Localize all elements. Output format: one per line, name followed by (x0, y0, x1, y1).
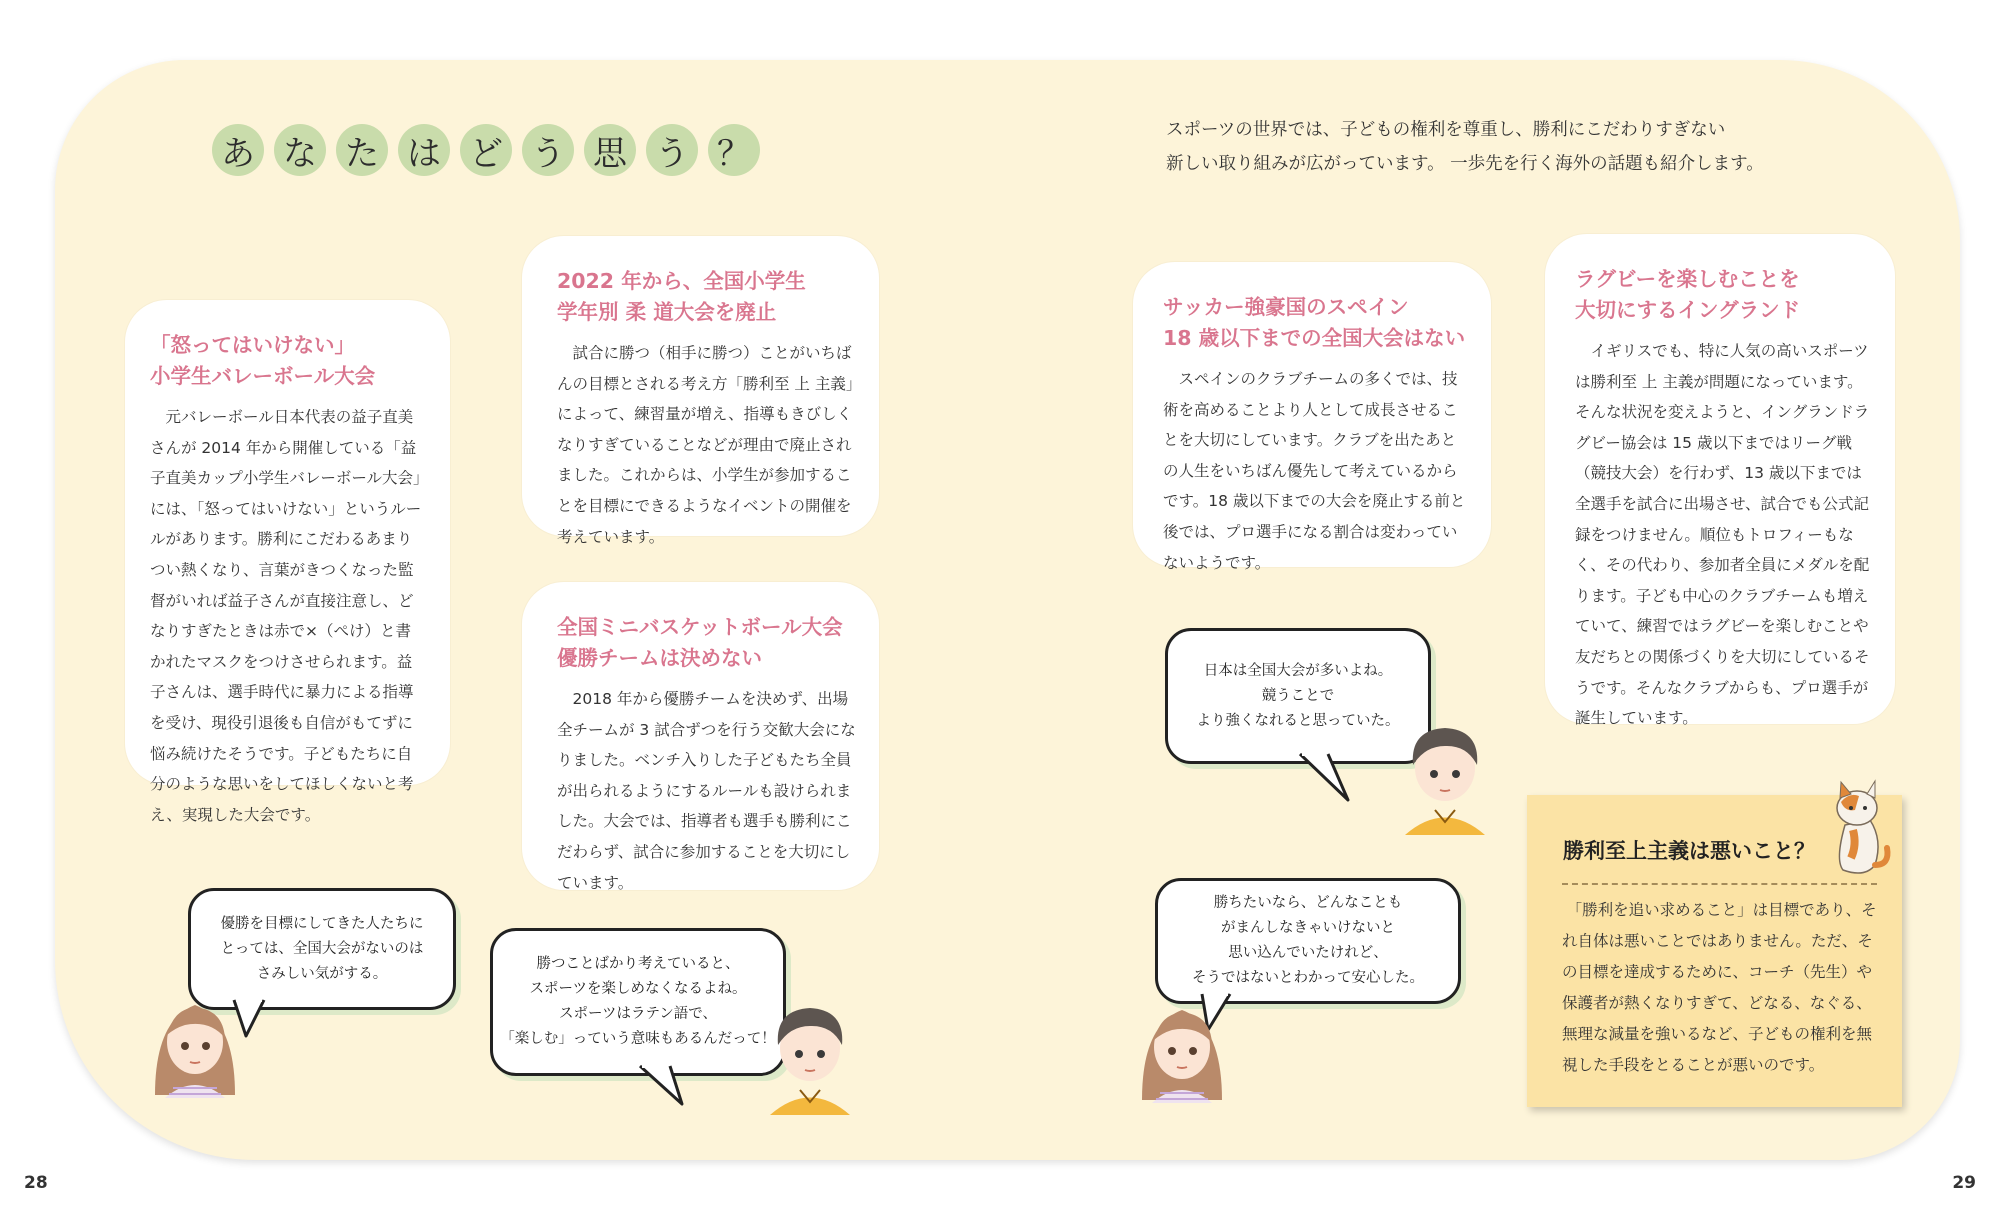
card-body: イギリスでも、特に人気の高いスポーツは勝利至 上 主義が問題になっています。そんな状況を変えようと、イングランドラグビー協会は 15 歳以下まではリーグ戦（競技大会）を行わず、13 歳以下までは全選手を試合に出場させ、試合でも公式記録をつけません。順位もトロフィーもなく、その代わり、参加者全員にメダルを配ります。子ども中心のクラブチームも増えていて、練習ではラグビーを楽しむことや友だちとの関係づくりを大切にしているそうです。そんなクラブからも、プロ選手が誕生しています。 (1575, 342, 1870, 728)
title-char: う (646, 124, 698, 176)
title-char: な (274, 124, 326, 176)
card-title (1575, 264, 1875, 326)
bubble-line: より強くなれると思っていた。 (1196, 712, 1400, 729)
card-body: 試合に勝つ（相手に勝つ）ことがいちばんの目標とされる考え方「勝利至 上 主義」によって、練習量が増え、指導もきびしくなりすぎていることなどが理由で廃止されました。これからは、小学生が参加することを目標にできるようなイベントの開催を考えています。 (557, 344, 854, 546)
bubble-tail-icon (640, 1066, 690, 1116)
card-england (1545, 234, 1895, 728)
intro-text (1166, 113, 1866, 181)
card-title-line: 18 歳以下までの全国大会はない (1163, 326, 1466, 350)
intro-line: スポーツの世界では、子どもの権利を尊重し、勝利にこだわりすぎない (1166, 120, 1726, 140)
card-title-line: 「怒ってはいけない」 (150, 333, 355, 357)
page-number-right: 29 (1952, 1173, 1976, 1193)
bubble-line: がまんしなきゃいけないと (1221, 920, 1395, 936)
note-title: 勝利至上主義は悪いこと？ (1563, 839, 1815, 863)
bubble-line: 勝ちたいなら、どんなことも (1213, 895, 1403, 911)
title-char: た (336, 124, 388, 176)
title-char: は (398, 124, 450, 176)
boy-avatar-icon (1395, 710, 1495, 835)
bubble-line: 思い込んでいたけれど、 (1228, 945, 1388, 961)
bubble-line: 優勝を目標にしてきた人たちに (220, 915, 424, 932)
card-volleyball (125, 300, 450, 824)
card-title (557, 612, 861, 674)
title-char: あ (212, 124, 264, 176)
bubble-line: とっては、全国大会がないのは (220, 940, 424, 957)
note-body: 「勝利を追い求めること」は目標であり、それ自体は悪いことではありません。ただ、その目標を達成するために、コーチ（先生）や保護者が熱くなりすぎて、どなる、なぐる、無理な減量を強いるなど、子どもの権利を無視した手段をとることが悪いのです。 (1562, 901, 1877, 1074)
page-title (212, 124, 760, 176)
card-title (150, 330, 425, 392)
page-number-left: 28 (24, 1173, 48, 1193)
title-char: う (522, 124, 574, 176)
girl-avatar-icon (1132, 985, 1232, 1103)
bubble-line: 勝つことばかり考えていると、 (536, 956, 740, 972)
card-body: 2018 年から優勝チームを決めず、出場全チームが 3 試合ずつを行う交歓大会になりました。ベンチ入りした子どもたち全員が出られるようにするルールも設けられました。大会では、指導者も選手も勝利にこだわらず、試合に参加することを大切にしています。 (557, 690, 856, 892)
card-spain (1133, 262, 1491, 572)
card-title-line: 大切にするイングランド (1575, 298, 1801, 322)
card-basketball (522, 582, 879, 890)
bubble-tail-icon (1300, 754, 1350, 804)
bubble-line: 日本は全国大会が多いよね。 (1203, 662, 1393, 679)
bubble-line: 競うことで (1261, 687, 1335, 704)
card-title (1163, 292, 1471, 354)
title-char: ど (460, 124, 512, 176)
speech-bubble-boy-2 (1165, 628, 1431, 764)
bubble-line: スポーツを楽しめなくなるよね。 (529, 981, 747, 997)
boy-avatar-icon (760, 990, 860, 1115)
card-title (557, 266, 858, 328)
card-title-line: 優勝チームは決めない (557, 646, 762, 670)
bubble-line: 「楽しむ」っていう意味もあるんだって！ (500, 1031, 776, 1047)
speech-bubble-boy-1 (490, 928, 786, 1076)
card-title-line: サッカー強豪国のスペイン (1163, 295, 1409, 319)
card-title-line: 全国ミニバスケットボール大会 (557, 615, 843, 639)
card-judo (522, 236, 879, 546)
card-body: スペインのクラブチームの多くでは、技 術を高めることより人として成長させることを大切にしています。クラブを出たあとの人生をいちばん優先して考えているからです。18 歳以下までの大会を廃止する前と後では、プロ選手になる割合は変わっていないようです。 (1163, 370, 1466, 572)
note-divider (1562, 883, 1877, 885)
bubble-line: スポーツはラテン語で、 (559, 1006, 717, 1022)
title-char: ？ (708, 124, 760, 176)
card-title-line: 小学生バレーボール大会 (150, 364, 376, 388)
bubble-line: そうではないとわかって安心した。 (1192, 970, 1424, 986)
title-char: 思 (584, 124, 636, 176)
card-title-line: 2022 年から、全国小学生 (557, 269, 806, 293)
girl-avatar-icon (145, 980, 245, 1098)
intro-line: 新しい取り組みが広がっています。 一歩先を行く海外の話題も紹介します。 (1166, 154, 1764, 174)
card-body: 元バレーボール日本代表の益子直美さんが 2014 年から開催している「益子直美カップ小学生バレーボール大会」には、「怒ってはいけない」というルールがあります。勝利にこだわるあまりつい熱くなり、言葉がきつくなった監督がいれば益子さんが直接注意し、どなりすぎたときは赤で×（ぺけ）と書かれたマスクをつけさせられます。益子さんは、選手時代に暴力による指導を受け、現役引退後も自信がもてずに悩み続けたそうです。子どもたちに自分のような思いをしてほしくないと考え、実現した大会です。 (150, 408, 422, 824)
cat-icon (1815, 770, 1895, 880)
card-title-line: 学年別 柔 道大会を廃止 (557, 300, 777, 324)
card-title-line: ラグビーを楽しむことを (1575, 267, 1800, 291)
bubble-line: さみしい気がする。 (256, 965, 388, 982)
